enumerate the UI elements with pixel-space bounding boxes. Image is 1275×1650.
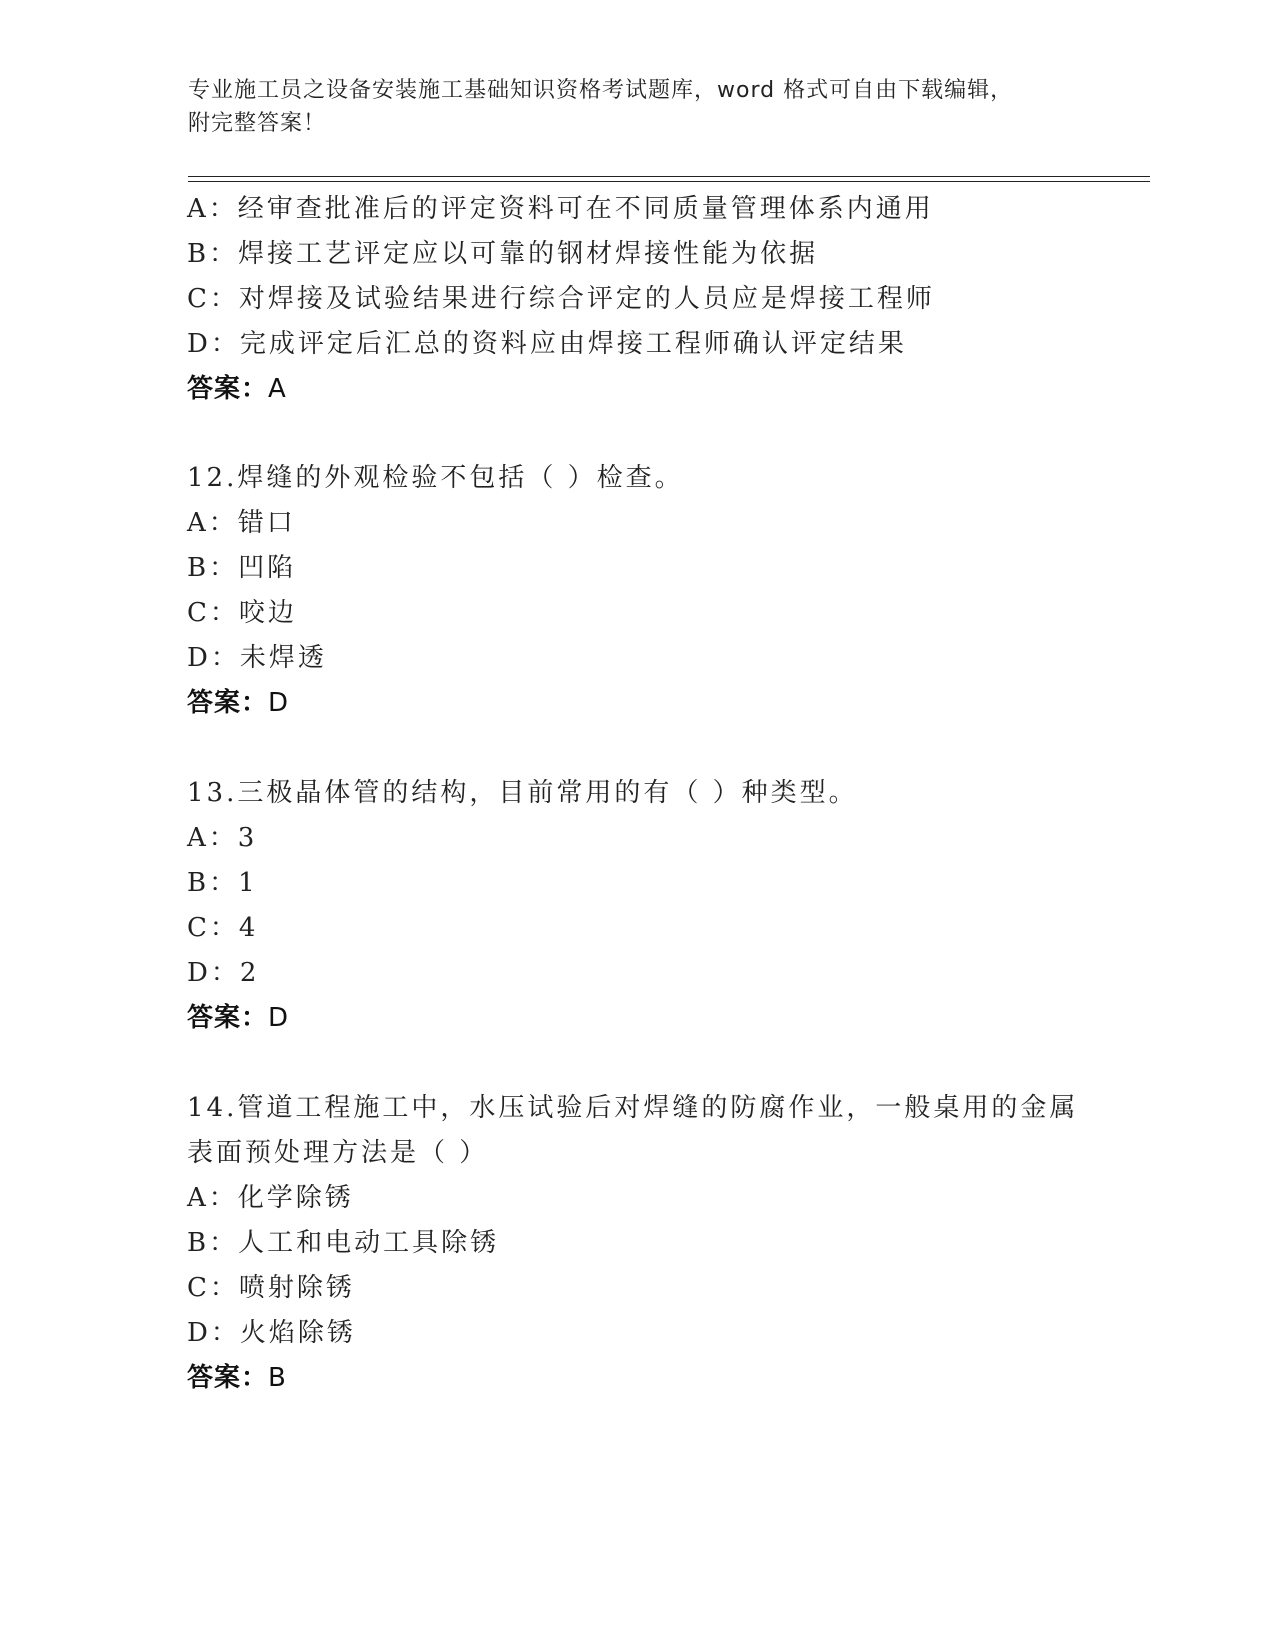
q12-answer: [187, 687, 289, 719]
q13-option-d: D：2: [187, 958, 260, 988]
q14-option-b: B：人工和电动工具除锈: [187, 1228, 500, 1258]
q12-option-d: D：未焊透: [187, 643, 327, 673]
q13-option-a: A：3: [187, 823, 258, 853]
q12-option-c: C：咬边: [187, 598, 297, 628]
q13-option-c: C：4: [187, 913, 259, 943]
q14-option-d: D：火焰除锈: [187, 1318, 356, 1348]
q13-option-b: B：1: [187, 868, 258, 898]
q11-option-c: C：对焊接及试验结果进行综合评定的人员应是焊接工程师: [187, 284, 935, 314]
q14-question-line-2: 表面预处理方法是（ ）: [187, 1138, 489, 1168]
q12-answer-value: D: [268, 688, 290, 718]
q12-option-b: B：凹陷: [187, 553, 297, 583]
header-divider-top: [188, 176, 1150, 177]
header-line-1: 专业施工员之设备安装施工基础知识资格考试题库，word 格式可自由下载编辑，: [188, 78, 1014, 103]
q11-answer-value: A: [268, 374, 287, 404]
q13-answer: [187, 1002, 289, 1034]
header-divider-bottom: [188, 181, 1150, 182]
document-header: [188, 74, 1068, 140]
q12-option-a: A：错口: [187, 508, 296, 538]
q11-option-b: B：焊接工艺评定应以可靠的钢材焊接性能为依据: [187, 239, 819, 269]
q14-question-line-1: 14.管道工程施工中，水压试验后对焊缝的防腐作业，一般桌用的金属: [187, 1093, 1079, 1123]
q13-answer-label: 答案：: [187, 1003, 269, 1033]
q11-answer: [187, 373, 287, 405]
q14-option-c: C：喷射除锈: [187, 1273, 355, 1303]
header-line-2: 附完整答案！: [188, 111, 327, 136]
q12-answer-label: 答案：: [187, 688, 269, 718]
q11-option-a: A：经审查批准后的评定资料可在不同质量管理体系内通用: [187, 194, 934, 224]
q11-option-d: D：完成评定后汇总的资料应由焊接工程师确认评定结果: [187, 329, 907, 359]
q11-answer-label: 答案：: [187, 374, 269, 404]
q14-answer-label: 答案：: [187, 1363, 269, 1393]
q13-question: 13.三极晶体管的结构，目前常用的有（ ）种类型。: [187, 778, 858, 808]
q13-answer-value: D: [268, 1003, 290, 1033]
q12-question: 12.焊缝的外观检验不包括（ ）检查。: [187, 463, 684, 493]
q14-answer: [187, 1362, 287, 1394]
q14-answer-value: B: [268, 1363, 287, 1393]
q14-option-a: A：化学除锈: [187, 1183, 354, 1213]
